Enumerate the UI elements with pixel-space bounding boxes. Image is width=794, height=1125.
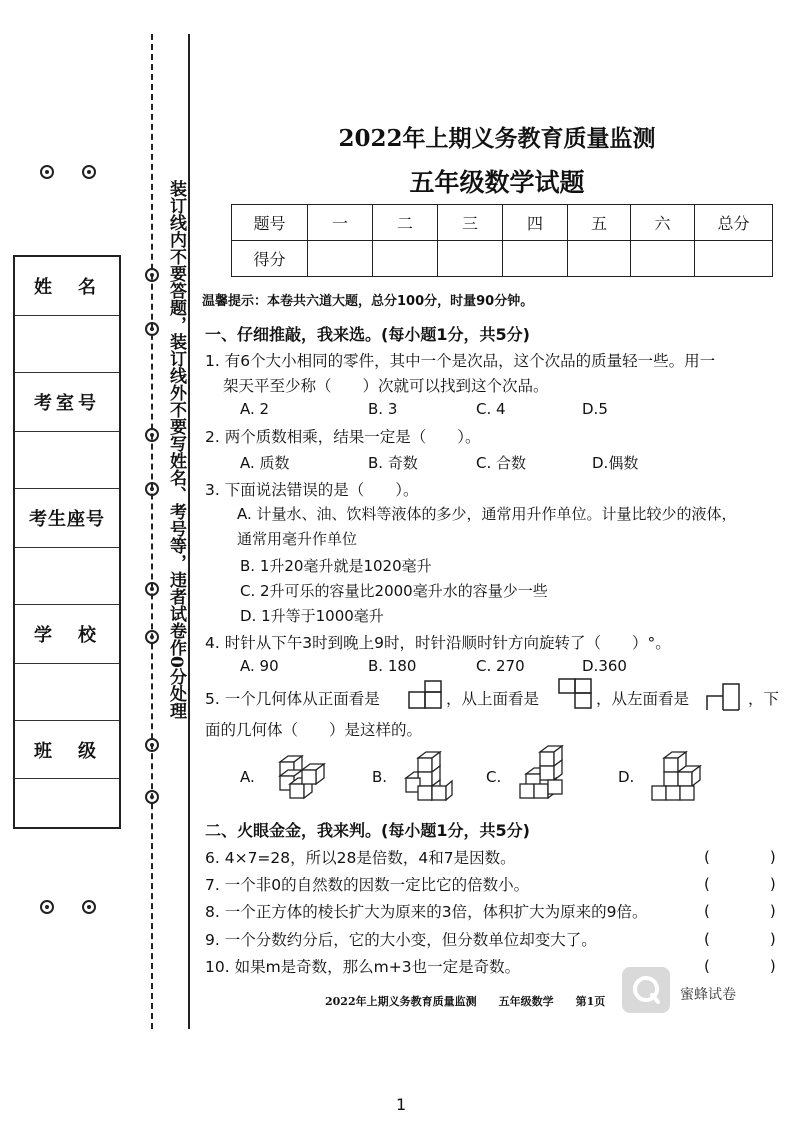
answer-blank[interactable]: ( ) [704, 930, 776, 948]
left-view-icon [706, 682, 740, 712]
answer-blank[interactable]: ( ) [704, 875, 776, 893]
solid-figure-c-icon[interactable] [514, 744, 566, 804]
binding-hole [145, 482, 159, 496]
field-name-label: 姓 名 [15, 257, 119, 316]
field-school-label: 学 校 [15, 605, 119, 664]
score-cell[interactable] [695, 241, 773, 277]
page-title: 2022年上期义务教育质量监测 [338, 125, 656, 152]
top-view-icon [558, 678, 592, 710]
field-name-blank[interactable] [15, 316, 119, 373]
q4-option-a[interactable]: A. 90 [240, 657, 279, 675]
q3-option-a-cont: 通常用毫升作单位 [237, 530, 358, 548]
q4-option-c[interactable]: C. 270 [476, 657, 525, 675]
score-header-cell: 二 [373, 205, 438, 241]
answer-blank[interactable]: ( ) [704, 848, 776, 866]
section1-heading: 一、仔细推敲，我来选。(每小题1分，共5分) [205, 325, 530, 344]
q5-text-cont: 面的几何体（ ）是这样的。 [205, 721, 423, 739]
judge-item: 8. 一个正方体的棱长扩大为原来的3倍，体积扩大为原来的9倍。 [205, 903, 648, 921]
q4-option-d[interactable]: D.360 [582, 657, 627, 675]
q1-text: 1. 有6个大小相同的零件，其中一个是次品，这个次品的质量轻一些。用一 [205, 352, 716, 370]
binding-hole [82, 165, 96, 179]
field-room-blank[interactable] [15, 432, 119, 489]
field-seat-blank[interactable] [15, 548, 119, 605]
q5-option-b[interactable]: B. [372, 768, 388, 786]
q2-option-b[interactable]: B. 奇数 [368, 454, 418, 472]
score-cell[interactable] [631, 241, 695, 277]
q3-option-a[interactable]: A. 计量水、油、饮料等液体的多少，通常用升作单位。计量比较少的液体， [237, 505, 737, 523]
score-cell[interactable] [308, 241, 373, 277]
binding-solid-line [188, 34, 190, 1029]
q2-option-c[interactable]: C. 合数 [476, 454, 527, 472]
q3-option-c[interactable]: C. 2升可乐的容量比2000毫升水的容量少一些 [240, 582, 548, 600]
score-header-cell: 六 [631, 205, 695, 241]
binding-hole [145, 790, 159, 804]
q5-text-part4: ，下 [748, 690, 780, 708]
field-class-label: 班 级 [15, 721, 119, 779]
score-row-label: 得分 [232, 241, 308, 277]
seal-notice: 装订线内不要答题，装订线外不要写姓名、考号等，违者试卷作0分处理 [166, 180, 186, 719]
page-number: 1 [396, 1095, 407, 1114]
page-footer: 2022年上期义务教育质量监测 五年级数学 第1页 [325, 995, 606, 1008]
judge-item: 10. 如果m是奇数，那么m+3也一定是奇数。 [205, 958, 521, 976]
binding-hole [40, 900, 54, 914]
score-header-cell: 总分 [695, 205, 773, 241]
binding-dashed-line [151, 34, 153, 1029]
exam-tip: 温馨提示：本卷共六道大题，总分100分，时量90分钟。 [202, 294, 534, 309]
q2-option-a[interactable]: A. 质数 [240, 454, 290, 472]
judge-item: 6. 4×7=28，所以28是倍数，4和7是因数。 [205, 849, 516, 867]
score-table [231, 204, 773, 277]
watermark-text: 蜜蜂试卷 [680, 987, 736, 1003]
q5-option-d[interactable]: D. [618, 768, 635, 786]
answer-blank[interactable]: ( ) [704, 902, 776, 920]
score-header-cell: 一 [308, 205, 373, 241]
score-cell[interactable] [438, 241, 503, 277]
q4-option-b[interactable]: B. 180 [368, 657, 417, 675]
score-cell[interactable] [503, 241, 568, 277]
field-seat-label: 考生座号 [15, 489, 119, 548]
q2-option-d[interactable]: D.偶数 [592, 454, 639, 472]
score-header-cell: 五 [568, 205, 631, 241]
score-cell[interactable] [568, 241, 631, 277]
solid-figure-d-icon[interactable] [650, 748, 704, 802]
q1-text-cont: 架天平至少称（ ）次就可以找到这个次品。 [223, 377, 549, 395]
watermark-logo-icon [622, 967, 670, 1013]
field-class-blank[interactable] [15, 779, 119, 827]
q5-text-part3: ，从左面看是 [596, 690, 690, 708]
field-school-blank[interactable] [15, 664, 119, 721]
solid-figure-b-icon[interactable] [404, 748, 454, 804]
binding-hole [145, 428, 159, 442]
judge-item: 9. 一个分数约分后，它的大小变，但分数单位却变大了。 [205, 931, 597, 949]
judge-item: 7. 一个非0的自然数的因数一定比它的倍数小。 [205, 876, 530, 894]
score-header-cell: 三 [438, 205, 503, 241]
field-room-label: 考室号 [15, 373, 119, 432]
q1-option-a[interactable]: A. 2 [240, 400, 270, 418]
q1-option-b[interactable]: B. 3 [368, 400, 398, 418]
binding-hole [40, 165, 54, 179]
score-header-cell: 题号 [232, 205, 308, 241]
q1-option-c[interactable]: C. 4 [476, 400, 506, 418]
q5-option-c[interactable]: C. [486, 768, 502, 786]
q2-text: 2. 两个质数相乘，结果一定是（ ）。 [205, 428, 481, 446]
binding-hole [145, 582, 159, 596]
q5-option-a[interactable]: A. [240, 768, 255, 786]
score-header-cell: 四 [503, 205, 568, 241]
answer-blank[interactable]: ( ) [704, 957, 776, 975]
q3-option-b[interactable]: B. 1升20毫升就是1020毫升 [240, 557, 432, 575]
score-cell[interactable] [373, 241, 438, 277]
q3-option-d[interactable]: D. 1升等于1000毫升 [240, 607, 384, 625]
binding-hole [145, 630, 159, 644]
student-info-box [13, 255, 121, 829]
solid-figure-a-icon[interactable] [276, 750, 326, 802]
binding-hole [145, 738, 159, 752]
section2-heading: 二、火眼金金，我来判。(每小题1分，共5分) [205, 821, 530, 840]
binding-hole [145, 322, 159, 336]
q4-text: 4. 时针从下午3时到晚上9时，时针沿顺时针方向旋转了（ ）°。 [205, 634, 671, 652]
q1-option-d[interactable]: D.5 [582, 400, 608, 418]
binding-hole [145, 268, 159, 282]
front-view-icon [408, 680, 442, 710]
q3-text: 3. 下面说法错误的是（ ）。 [205, 481, 419, 499]
q5-text: 5. 一个几何体从正面看是 [205, 690, 380, 708]
page-subtitle: 五年级数学试题 [409, 168, 585, 197]
q5-text-part2: ，从上面看是 [446, 690, 540, 708]
binding-hole [82, 900, 96, 914]
